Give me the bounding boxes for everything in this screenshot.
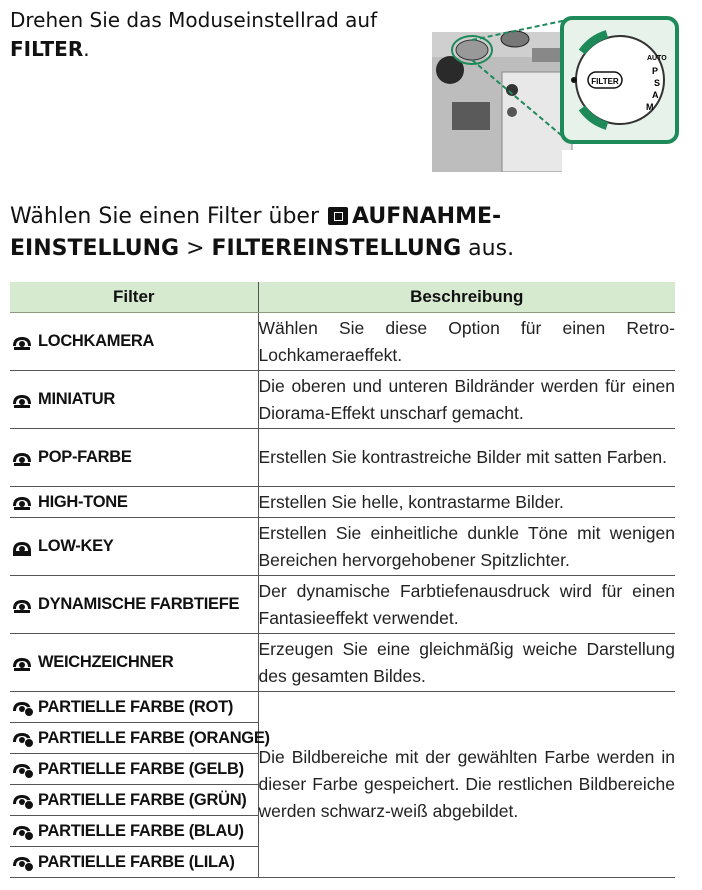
filter-name-cell: [10, 429, 258, 487]
filter-name: LOCHKAMERA: [38, 332, 155, 351]
low-key-icon: [10, 537, 34, 557]
filter-name: HIGH-TONE: [38, 492, 128, 511]
filter-description: Wählen Sie diese Option für einen Retro-Lochkameraeffekt.: [258, 313, 675, 371]
toy-camera-icon: [10, 332, 34, 352]
partial-color-purple-icon: [10, 852, 34, 872]
partial-color-orange-icon: [10, 728, 34, 748]
filter-name: PARTIELLE FARBE (BLAU): [38, 821, 244, 840]
filter-description: Erstellen Sie helle, kontrastarme Bilder.: [258, 487, 675, 518]
filter-description: Der dynamische Farbtiefenausdruck wird für einen Fantasieeffekt verwendet.: [258, 576, 675, 634]
filter-table: [10, 282, 675, 878]
filter-name: PARTIELLE FARBE (GELB): [38, 759, 244, 778]
filter-name-cell: [10, 723, 270, 754]
filter-name-cell: [10, 518, 258, 576]
table-row: [10, 429, 675, 487]
dial-filter-label: FILTER: [591, 77, 619, 86]
filter-name: DYNAMISCHE FARBTIEFE: [38, 595, 240, 614]
step1-text: Drehen Sie das Moduseinstellrad auf: [10, 8, 378, 32]
step2-option-name: FILTEREINSTELLUNG: [211, 236, 462, 261]
table-row: [10, 576, 675, 634]
dynamic-tone-icon: [10, 595, 34, 615]
filter-name: WEICHZEICHNER: [38, 653, 174, 672]
filter-name: PARTIELLE FARBE (LILA): [38, 852, 235, 871]
filter-name: MINIATUR: [38, 390, 116, 409]
filter-table-body: [10, 313, 675, 878]
filter-name: POP-FARBE: [38, 448, 132, 467]
table-row: [10, 371, 675, 429]
filter-name: PARTIELLE FARBE (ORANGE): [38, 728, 270, 747]
camera-menu-icon: [328, 207, 348, 225]
filter-name-cell: [10, 692, 258, 723]
partial-color-yellow-icon: [10, 759, 34, 779]
table-row: [10, 692, 675, 723]
filter-name-cell: [10, 576, 258, 634]
soft-focus-icon: [10, 653, 34, 673]
partial-color-red-icon: [10, 697, 34, 717]
filter-description: Die oberen und unteren Bildränder werden für einen Diorama-Effekt unscharf gemacht.: [258, 371, 675, 429]
filter-name-cell: [10, 313, 258, 371]
svg-text:S: S: [654, 78, 661, 88]
pop-color-icon: [10, 448, 34, 468]
filter-name: PARTIELLE FARBE (ROT): [38, 697, 234, 716]
filter-description: Erzeugen Sie eine gleichmäßig weiche Darstellung des gesamten Bildes.: [258, 634, 675, 692]
mode-dial-small: [456, 40, 488, 60]
svg-text:P: P: [652, 66, 659, 76]
partial-color-green-icon: [10, 790, 34, 810]
filter-name-cell: [10, 634, 258, 692]
instruction-step-1: [10, 6, 377, 64]
filter-name-cell: [10, 785, 258, 816]
filter-name-cell: [10, 847, 258, 878]
table-row: [10, 487, 675, 518]
svg-text:M: M: [646, 102, 654, 112]
column-header-description: Beschreibung: [258, 282, 675, 313]
step1-mode-name: FILTER: [10, 37, 84, 61]
filter-name-cell: [10, 487, 258, 518]
column-header-filter: Filter: [10, 282, 258, 313]
filter-name-cell: [10, 816, 258, 847]
camera-mode-dial-illustration: [432, 12, 682, 172]
miniature-icon: [10, 390, 34, 410]
filter-description: Erstellen Sie einheitliche dunkle Töne mit wenigen Bereichen hervorgehobener Spitzlichter.: [258, 518, 675, 576]
table-row: [10, 313, 675, 371]
filter-name: PARTIELLE FARBE (GRÜN): [38, 790, 247, 809]
filter-name: LOW-KEY: [38, 537, 114, 556]
dial-auto-label: AUTO: [647, 55, 667, 62]
high-key-icon: [10, 492, 34, 512]
filter-name-cell: [10, 371, 258, 429]
table-row: [10, 634, 675, 692]
filter-name-cell: [10, 754, 258, 785]
step2-menu-name: AUFNAHME- EINSTELLUNG: [10, 204, 502, 261]
svg-text:A: A: [652, 90, 659, 100]
filter-description: Erstellen Sie kontrastreiche Bilder mit satten Farben.: [258, 429, 675, 487]
instruction-step-2: Wählen Sie einen Filter über AUFNAHME- EINSTELLUNG > FILTEREINSTELLUNG aus.: [10, 204, 515, 261]
table-header-row: [10, 282, 675, 313]
partial-color-blue-icon: [10, 821, 34, 841]
partial-color-description: Die Bildbereiche mit der gewählten Farbe werden in dieser Farbe gespeichert. Die restlichen Bildbereiche werden schwarz-weiß abgebildet.: [258, 692, 675, 878]
step1-period: .: [83, 37, 90, 61]
table-row: [10, 518, 675, 576]
